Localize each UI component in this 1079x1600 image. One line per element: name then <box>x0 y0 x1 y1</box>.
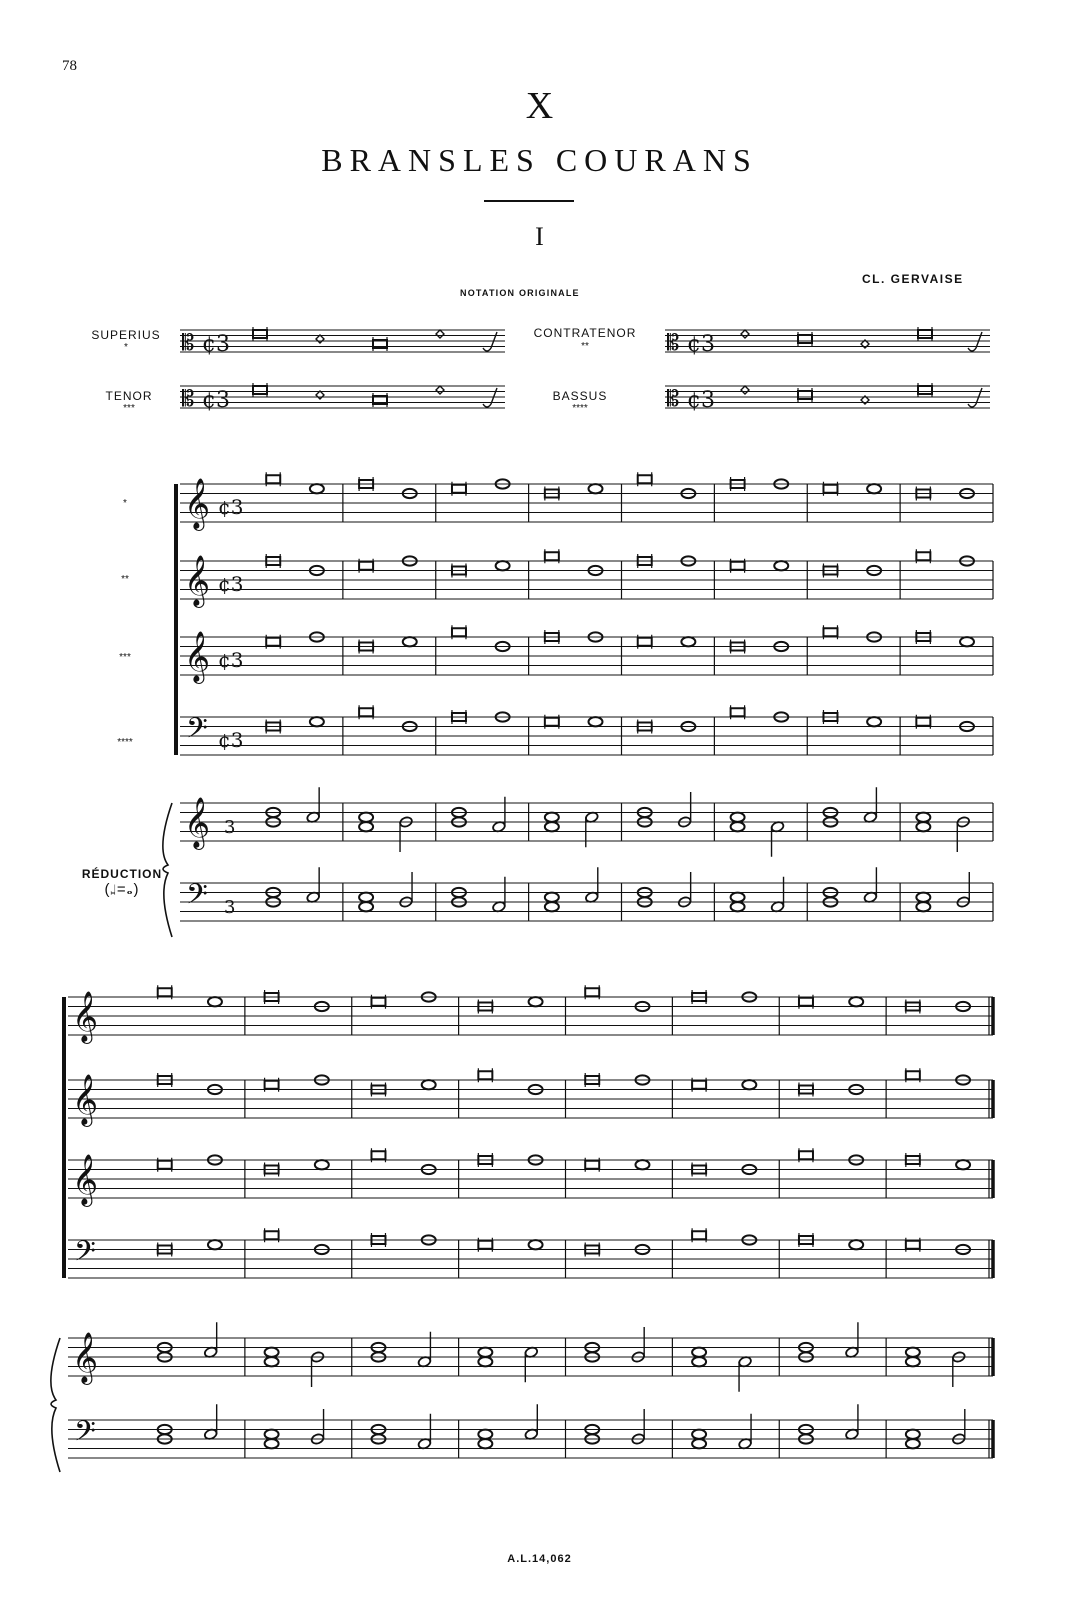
composer-name: CL. GERVAISE <box>862 272 964 286</box>
half-note-icon <box>524 1346 538 1382</box>
voice-mark-tenor: *** <box>123 403 135 414</box>
breve-note-icon <box>452 482 466 496</box>
half-note-icon <box>738 1356 752 1392</box>
voice-label-contratenor: CONTRATENOR <box>533 326 637 340</box>
voice-staff <box>68 1160 993 1198</box>
mensuration-sign: ¢3 <box>687 332 715 357</box>
bass-clef-icon: 𝄢 <box>186 878 208 918</box>
whole-note-icon <box>916 893 930 902</box>
breve-note-icon <box>371 995 385 1009</box>
whole-note-icon <box>265 1348 279 1357</box>
breve-note-icon <box>265 1228 279 1242</box>
breve-body <box>638 475 652 483</box>
semibreve-note-icon <box>741 386 749 394</box>
half-note-icon <box>492 797 506 833</box>
whole-note-icon <box>960 637 974 646</box>
whole-note-icon <box>208 997 222 1006</box>
voice-staff <box>180 484 993 522</box>
breve-body <box>692 1081 706 1089</box>
breve-note-icon <box>638 635 652 649</box>
whole-note-icon <box>731 902 745 911</box>
breve-body <box>906 1241 920 1249</box>
half-note-icon <box>863 867 877 903</box>
whole-note-icon <box>867 717 881 726</box>
breve-note-icon <box>918 327 932 341</box>
breve-body <box>359 708 373 716</box>
whole-note-icon <box>692 1430 706 1439</box>
half-note-icon <box>631 1327 645 1363</box>
c-clef-icon: 𝄡 <box>182 387 195 412</box>
whole-note-icon <box>545 902 559 911</box>
half-note-icon <box>417 1414 431 1450</box>
breve-note-icon <box>731 705 745 719</box>
breve-body <box>478 1241 492 1249</box>
half-note-icon <box>585 867 599 903</box>
half-note-icon <box>770 821 784 857</box>
voice-mark-bassus: **** <box>572 403 588 414</box>
whole-note-icon <box>265 1357 279 1366</box>
whole-note-icon <box>731 822 745 831</box>
half-note-icon <box>845 1404 859 1440</box>
whole-note-icon <box>731 893 745 902</box>
breve-body <box>823 628 837 636</box>
breve-body <box>799 1151 813 1159</box>
meter-sign: ¢3 <box>218 728 244 752</box>
breve-body <box>265 1081 279 1089</box>
breve-body <box>371 1151 385 1159</box>
breve-body <box>545 718 559 726</box>
half-note-icon <box>310 1351 324 1387</box>
breve-note-icon <box>266 635 280 649</box>
score-voice-mark-3: *** <box>119 652 131 663</box>
breve-body <box>158 988 172 996</box>
half-note-icon <box>956 872 970 908</box>
half-note-icon <box>863 787 877 823</box>
whole-note-icon <box>681 637 695 646</box>
breve-note-icon <box>478 1238 492 1252</box>
voice-staff <box>68 997 993 1035</box>
whole-note-icon <box>692 1357 706 1366</box>
breve-body <box>731 562 745 570</box>
score-voice-mark-4: **** <box>117 737 133 748</box>
c-clef-icon: 𝄡 <box>182 331 195 356</box>
whole-note-icon <box>403 637 417 646</box>
whole-note-icon <box>906 1439 920 1448</box>
whole-note-icon <box>359 813 373 822</box>
half-note-icon <box>845 1322 859 1358</box>
breve-note-icon <box>359 559 373 573</box>
half-note-icon <box>678 792 692 828</box>
whole-note-icon <box>478 1348 492 1357</box>
reduction-brace <box>163 803 172 937</box>
breve-note-icon <box>158 985 172 999</box>
whole-note-icon <box>545 813 559 822</box>
time-signature: 3 <box>224 817 236 838</box>
breve-note-icon <box>906 1238 920 1252</box>
breve-body <box>253 386 267 394</box>
treble-clef-icon: 𝄞 <box>184 631 211 682</box>
breve-note-icon <box>638 472 652 486</box>
breve-note-icon <box>478 1068 492 1082</box>
breve-note-icon <box>265 1078 279 1092</box>
whole-note-icon <box>588 717 602 726</box>
breve-body <box>452 485 466 493</box>
breve-note-icon <box>266 472 280 486</box>
mensuration-sign: ¢3 <box>202 388 230 413</box>
semibreve-note-icon <box>436 330 444 338</box>
breve-note-icon <box>798 388 812 402</box>
whole-note-icon <box>849 1240 863 1249</box>
breve-note-icon <box>799 995 813 1009</box>
half-note-icon <box>952 1351 966 1387</box>
breve-note-icon <box>799 1148 813 1162</box>
semibreve-note-icon <box>316 335 324 343</box>
whole-note-icon <box>742 1080 756 1089</box>
whole-note-icon <box>359 893 373 902</box>
breve-note-icon <box>918 383 932 397</box>
half-note-icon <box>678 872 692 908</box>
treble-clef-icon: 𝄞 <box>72 1074 99 1125</box>
half-note-icon <box>306 867 320 903</box>
part-numeral: I <box>535 222 544 251</box>
half-note-icon <box>204 1322 218 1358</box>
whole-note-icon <box>265 1439 279 1448</box>
whole-note-icon <box>315 1160 329 1169</box>
breve-note-icon <box>452 625 466 639</box>
breve-body <box>585 988 599 996</box>
breve-note-icon <box>916 549 930 563</box>
breve-body <box>798 335 812 343</box>
half-note-icon <box>631 1409 645 1445</box>
voice-label-tenor: TENOR <box>105 389 153 403</box>
half-note-icon <box>310 1409 324 1445</box>
semibreve-note-icon <box>316 391 324 399</box>
page-number: 78 <box>62 58 77 74</box>
semibreve-note-icon <box>741 330 749 338</box>
section-numeral: X <box>525 85 554 127</box>
treble-clef-icon: 𝄞 <box>72 1154 99 1205</box>
score-voice-mark-2: ** <box>121 574 129 585</box>
voice-staff <box>68 1240 993 1278</box>
c-clef-icon: 𝄡 <box>667 331 680 356</box>
breve-body <box>359 562 373 570</box>
time-signature: 3 <box>224 897 236 918</box>
whole-note-icon <box>906 1348 920 1357</box>
treble-clef-icon: 𝄞 <box>184 478 211 529</box>
breve-note-icon <box>823 625 837 639</box>
breve-note-icon <box>823 482 837 496</box>
bass-clef-icon: 𝄢 <box>74 1235 96 1275</box>
breve-note-icon <box>798 332 812 346</box>
semibreve-note-icon <box>436 386 444 394</box>
whole-note-icon <box>478 1439 492 1448</box>
half-note-icon <box>306 787 320 823</box>
breve-note-icon <box>545 715 559 729</box>
whole-note-icon <box>545 893 559 902</box>
breve-body <box>266 475 280 483</box>
half-note-icon <box>399 872 413 908</box>
breve-body <box>918 330 932 338</box>
breve-note-icon <box>906 1068 920 1082</box>
bass-clef-icon: 𝄢 <box>186 712 208 752</box>
breve-note-icon <box>585 1158 599 1172</box>
breve-body <box>638 638 652 646</box>
c-clef-icon: 𝄡 <box>667 387 680 412</box>
treble-clef-icon: 𝄞 <box>184 555 211 606</box>
whole-note-icon <box>906 1430 920 1439</box>
bass-clef-icon: 𝄢 <box>74 1415 96 1455</box>
treble-clef-icon: 𝄞 <box>72 991 99 1042</box>
piece-title: BRANSLES COURANS <box>321 142 758 178</box>
breve-body <box>916 718 930 726</box>
breve-body <box>265 1231 279 1239</box>
breve-body <box>253 330 267 338</box>
breve-body <box>906 1071 920 1079</box>
whole-note-icon <box>588 484 602 493</box>
half-note-icon <box>399 816 413 852</box>
meter-sign: ¢3 <box>218 572 244 596</box>
breve-body <box>823 485 837 493</box>
whole-note-icon <box>906 1357 920 1366</box>
whole-note-icon <box>529 1240 543 1249</box>
breve-note-icon <box>253 383 267 397</box>
breve-note-icon <box>373 337 387 351</box>
half-note-icon <box>492 877 506 913</box>
breve-body <box>916 552 930 560</box>
whole-note-icon <box>774 561 788 570</box>
half-note-icon <box>956 816 970 852</box>
reduction-equivalence: (𝆷=𝅝) <box>104 881 140 898</box>
breve-note-icon <box>373 393 387 407</box>
notation-heading: NOTATION ORIGINALE <box>460 288 580 298</box>
breve-body <box>452 628 466 636</box>
breve-body <box>478 1071 492 1079</box>
whole-note-icon <box>956 1160 970 1169</box>
voice-staff <box>180 637 993 675</box>
whole-note-icon <box>478 1357 492 1366</box>
half-note-icon <box>417 1332 431 1368</box>
treble-clef-icon: 𝄞 <box>184 797 211 848</box>
breve-note-icon <box>692 1078 706 1092</box>
whole-note-icon <box>692 1439 706 1448</box>
breve-body <box>158 1161 172 1169</box>
whole-note-icon <box>529 997 543 1006</box>
breve-body <box>266 638 280 646</box>
mensuration-sign: ¢3 <box>687 388 715 413</box>
half-note-icon <box>204 1404 218 1440</box>
breve-note-icon <box>731 559 745 573</box>
whole-note-icon <box>310 717 324 726</box>
breve-note-icon <box>692 1228 706 1242</box>
whole-note-icon <box>496 561 510 570</box>
whole-note-icon <box>359 822 373 831</box>
breve-body <box>799 998 813 1006</box>
meter-sign: ¢3 <box>218 495 244 519</box>
whole-note-icon <box>422 1080 436 1089</box>
breve-body <box>585 1161 599 1169</box>
breve-note-icon <box>253 327 267 341</box>
meter-sign: ¢3 <box>218 648 244 672</box>
whole-note-icon <box>545 822 559 831</box>
whole-note-icon <box>359 902 373 911</box>
breve-body <box>798 391 812 399</box>
reduction-brace <box>51 1338 60 1472</box>
breve-body <box>371 998 385 1006</box>
plate-number: A.L.14,062 <box>507 1553 572 1565</box>
whole-note-icon <box>849 997 863 1006</box>
whole-note-icon <box>478 1430 492 1439</box>
whole-note-icon <box>692 1348 706 1357</box>
whole-note-icon <box>265 1430 279 1439</box>
half-note-icon <box>585 811 599 847</box>
mensuration-sign: ¢3 <box>202 332 230 357</box>
treble-clef-icon: 𝄞 <box>72 1332 99 1383</box>
breve-note-icon <box>545 549 559 563</box>
whole-note-icon <box>916 813 930 822</box>
half-note-icon <box>524 1404 538 1440</box>
whole-note-icon <box>867 484 881 493</box>
score-voice-mark-1: * <box>123 498 127 509</box>
breve-note-icon <box>158 1158 172 1172</box>
reduction-title: RÉDUCTION <box>81 867 163 881</box>
breve-note-icon <box>916 715 930 729</box>
half-note-icon <box>738 1414 752 1450</box>
whole-note-icon <box>916 822 930 831</box>
voice-label-bassus: BASSUS <box>552 389 608 403</box>
breve-note-icon <box>359 705 373 719</box>
whole-note-icon <box>731 813 745 822</box>
half-note-icon <box>770 877 784 913</box>
voice-mark-contratenor: ** <box>581 341 589 352</box>
voice-mark-superius: * <box>124 342 128 353</box>
half-note-icon <box>952 1409 966 1445</box>
whole-note-icon <box>916 902 930 911</box>
breve-note-icon <box>585 985 599 999</box>
breve-body <box>692 1231 706 1239</box>
breve-note-icon <box>371 1148 385 1162</box>
whole-note-icon <box>208 1240 222 1249</box>
breve-body <box>918 386 932 394</box>
voice-label-superius: SUPERIUS <box>91 328 161 342</box>
whole-note-icon <box>310 484 324 493</box>
breve-body <box>545 552 559 560</box>
voice-staff <box>180 717 993 755</box>
whole-note-icon <box>635 1160 649 1169</box>
breve-body <box>731 708 745 716</box>
